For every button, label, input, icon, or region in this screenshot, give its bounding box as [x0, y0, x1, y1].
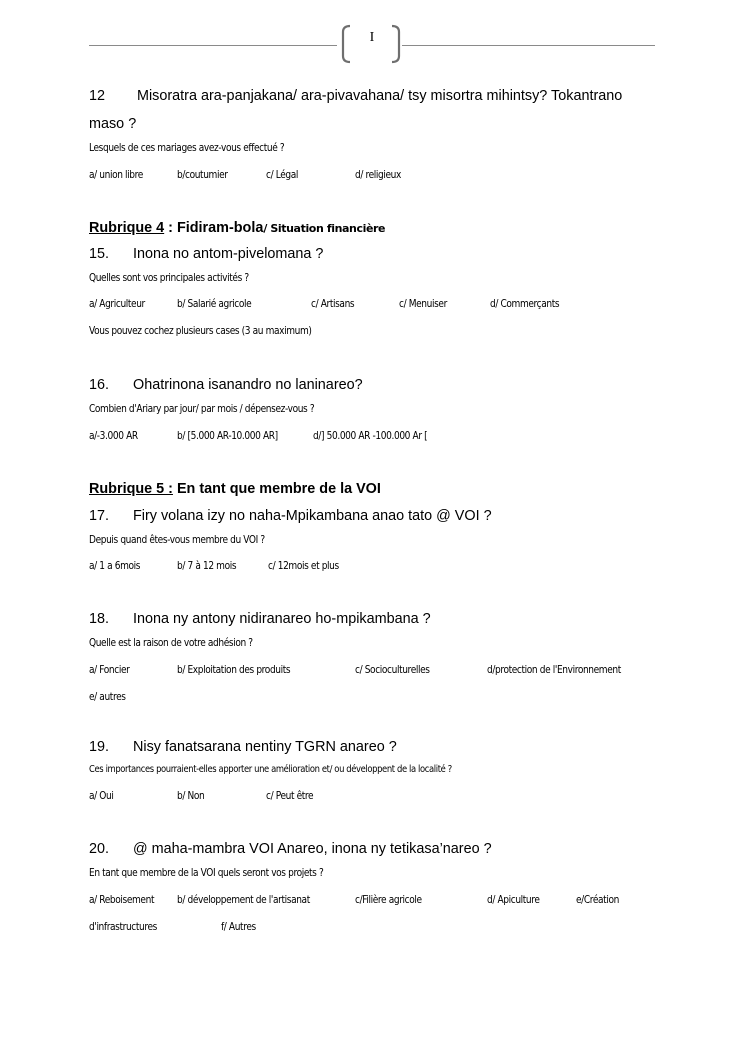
q17-option-b[interactable]: b/ 7 à 12 mois [177, 560, 237, 572]
question-19 [89, 739, 397, 755]
q20-option-f[interactable]: f/ Autres [221, 921, 256, 933]
question-text: Inona no antom-pivelomana ? [133, 246, 324, 262]
q15-option-c-artisans[interactable]: c/ Artisans [311, 298, 355, 310]
q20-option-e[interactable]: e/Création [576, 894, 619, 906]
question-number: 17. [89, 508, 110, 524]
q16-option-a[interactable]: a/-3.000 AR [89, 430, 138, 442]
q20-option-d[interactable]: d/ Apiculture [487, 894, 540, 906]
q18-option-b[interactable]: b/ Exploitation des produits [177, 664, 291, 676]
question-text: Ohatrinona isanandro no laninareo? [133, 377, 363, 393]
question-text: Nisy fanatsarana nentiny TGRN anareo ? [133, 739, 397, 755]
question-17 [89, 508, 492, 524]
question-number: 18. [89, 611, 110, 627]
q17-option-a[interactable]: a/ 1 a 6mois [89, 560, 141, 572]
q12-option-c[interactable]: c/ Légal [266, 169, 298, 181]
q15-option-c-menuiser[interactable]: c/ Menuiser [399, 298, 447, 310]
rubrique-title: En tant que membre de la VOI [172, 481, 381, 497]
rubrique-label: Rubrique 5 : [89, 481, 173, 497]
question-20-french: En tant que membre de la VOI quels seront vos projets ? [89, 867, 324, 879]
q12-option-d[interactable]: d/ religieux [355, 169, 401, 181]
rubrique-subtitle: / Situation financière [263, 222, 386, 235]
q18-option-a[interactable]: a/ Foncier [89, 664, 130, 676]
question-15-note: Vous pouvez cochez plusieurs cases (3 au maximum) [89, 325, 312, 337]
q19-option-c[interactable]: c/ Peut être [266, 790, 314, 802]
q15-option-a[interactable]: a/ Agriculteur [89, 298, 145, 310]
q16-option-d[interactable]: d/] 50.000 AR -100.000 Ar [ [313, 430, 428, 442]
q16-option-b[interactable]: b/ [5.000 AR-10.000 AR] [177, 430, 278, 442]
question-15 [89, 246, 323, 262]
q18-option-c[interactable]: c/ Socioculturelles [355, 664, 430, 676]
q15-option-b[interactable]: b/ Salarié agricole [177, 298, 252, 310]
left-bracket-ornament [339, 24, 353, 64]
rubrique-4-heading [89, 220, 385, 236]
question-15-french: Quelles sont vos principales activités ? [89, 272, 249, 284]
q20-option-b[interactable]: b/ développement de l'artisanat [177, 894, 310, 906]
q20-option-a[interactable]: a/ Reboisement [89, 894, 155, 906]
question-text: @ maha-mambra VOI Anareo, inona ny tetikasa’nareo ? [133, 841, 492, 857]
rubrique-title: Fidiram-bola [176, 220, 264, 236]
question-16-french: Combien d'Ariary par jour/ par mois / dépensez-vous ? [89, 403, 315, 415]
q19-option-a[interactable]: a/ Oui [89, 790, 114, 802]
question-text: Inona ny antony nidiranareo ho-mpikambana ? [133, 611, 431, 627]
question-17-french: Depuis quand êtes-vous membre du VOI ? [89, 534, 265, 546]
question-number: 20. [89, 841, 110, 857]
q12-option-a[interactable]: a/ union libre [89, 169, 143, 181]
question-20 [89, 841, 492, 857]
question-12-french: Lesquels de ces mariages avez-vous effectué ? [89, 142, 285, 154]
question-12-continued: maso ? [89, 116, 137, 132]
q20-option-e-continued: d'infrastructures [89, 921, 157, 933]
header-rule-left [89, 45, 337, 46]
question-12 [89, 88, 622, 104]
question-number: 16. [89, 377, 110, 393]
question-number: 15. [89, 246, 110, 262]
question-number: 12 [89, 88, 106, 104]
header-rule-right [402, 45, 655, 46]
question-number: 19. [89, 739, 110, 755]
q12-option-b[interactable]: b/coutumier [177, 169, 228, 181]
rubrique-separator: : [164, 220, 177, 236]
question-text: Firy volana izy no naha-Mpikambana anao tato @ VOI ? [133, 508, 492, 524]
page-number: I [369, 30, 375, 45]
q18-option-e[interactable]: e/ autres [89, 691, 126, 703]
q19-option-b[interactable]: b/ Non [177, 790, 205, 802]
q18-option-d[interactable]: d/protection de l'Environnement [487, 664, 621, 676]
question-text: Misoratra ara-panjakana/ ara-pivavahana/ tsy misortra mihintsy? Tokantrano [137, 88, 623, 104]
question-18-french: Quelle est la raison de votre adhésion ? [89, 637, 253, 649]
q17-option-c[interactable]: c/ 12mois et plus [268, 560, 339, 572]
right-bracket-ornament [389, 24, 403, 64]
rubrique-5-heading [89, 481, 381, 497]
q20-option-c[interactable]: c/Filière agricole [355, 894, 422, 906]
q15-option-d[interactable]: d/ Commerçants [490, 298, 560, 310]
rubrique-label: Rubrique 4 [89, 220, 165, 236]
question-16 [89, 377, 363, 393]
question-18 [89, 611, 431, 627]
question-19-french: Ces importances pourraient-elles apporter une amélioration et/ ou développent de la localité ? [89, 764, 452, 775]
